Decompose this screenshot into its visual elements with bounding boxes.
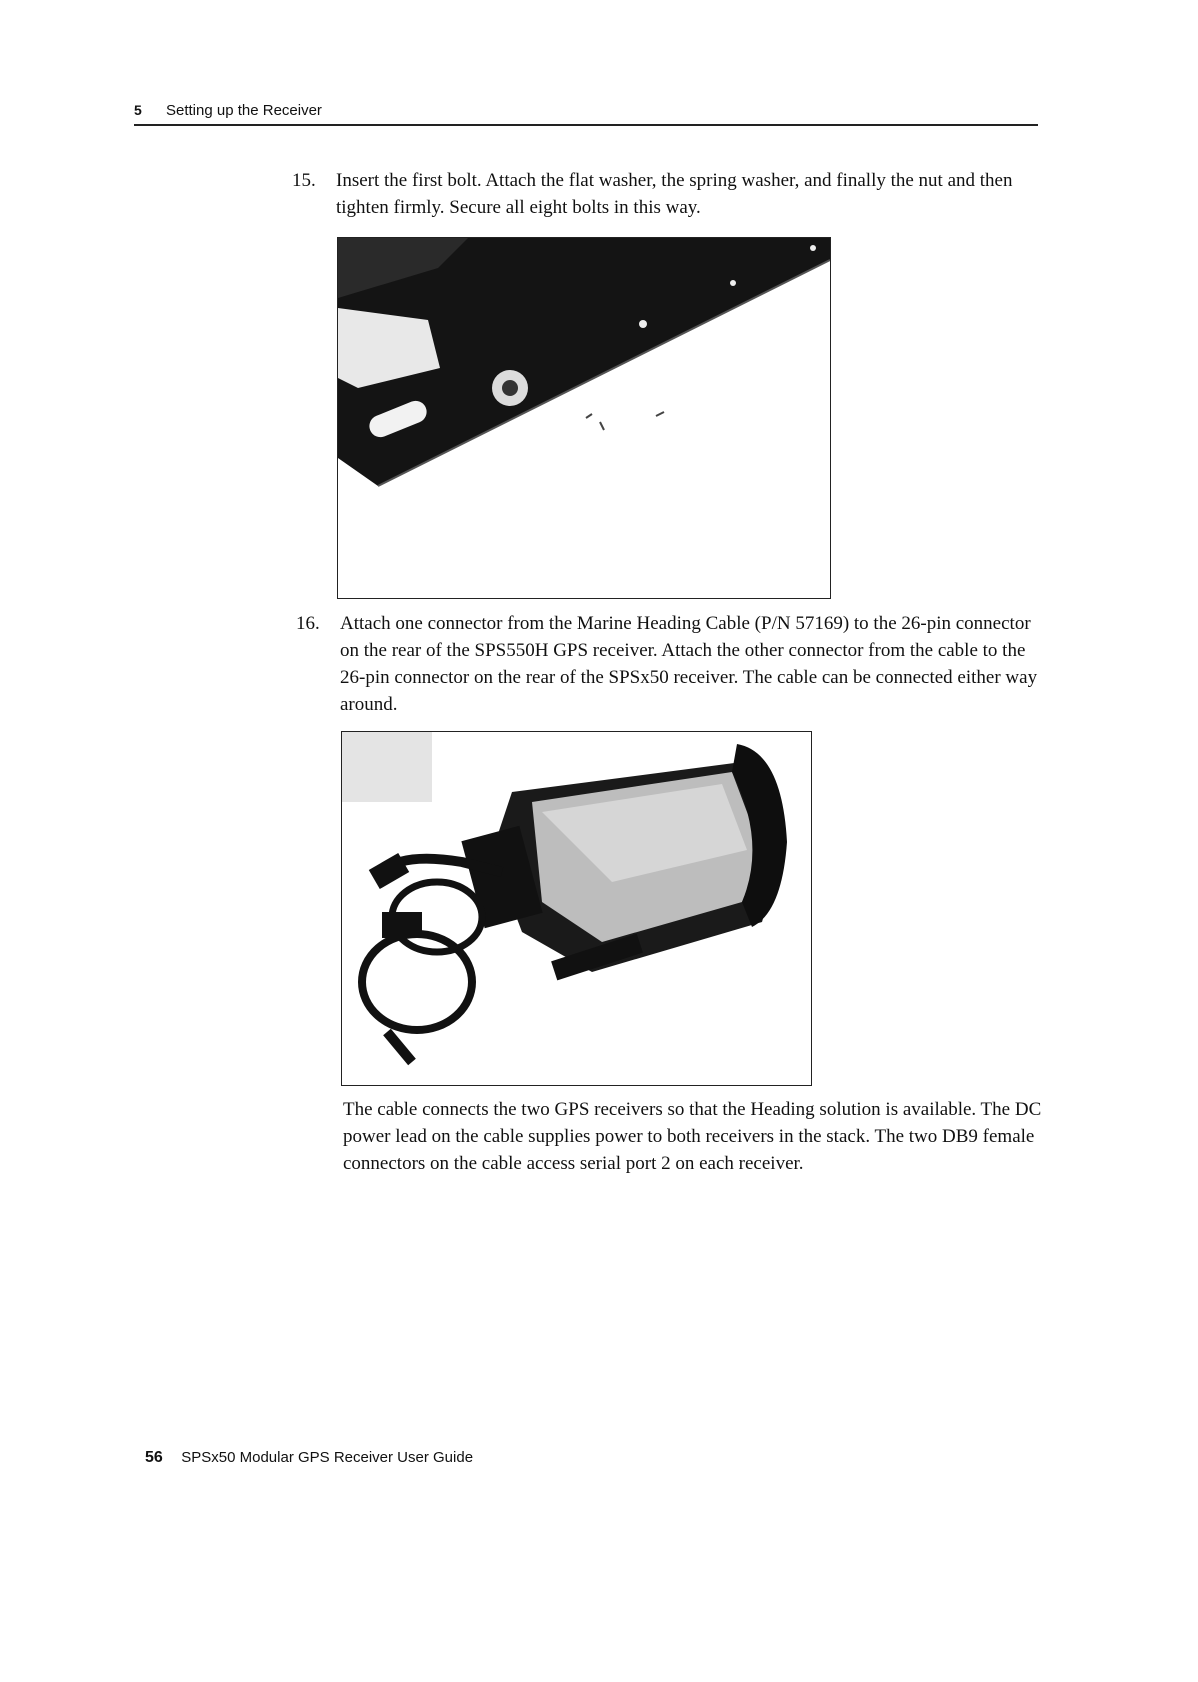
step-number: 15.: [292, 170, 316, 191]
receiver-cable-photo: [341, 731, 812, 1086]
running-footer: [145, 1449, 473, 1467]
document-title: SPSx50 Modular GPS Receiver User Guide: [181, 1449, 474, 1466]
step-text: Insert the first bolt. Attach the flat washer, the spring washer, and finally the nut and then tighten firmly. Secure all eight bolts in this way.: [336, 170, 1013, 218]
page-number: 56: [145, 1449, 163, 1466]
bracket-bolt-photo: [337, 237, 831, 599]
cable-description: The cable connects the two GPS receivers so that the Heading solution is available. The DC power lead on the cable supplies power to both receivers in the stack. The two DB9 female connectors on the cable access serial port 2 on each receiver.: [343, 1099, 1042, 1174]
step-text: Attach one connector from the Marine Heading Cable (P/N 57169) to the 26-pin connector on the rear of the SPS550H GPS receiver. Attach the other connector from the cable to the 26-pin connector on the rear of the SPSx50 receiver. The cable can be connected either way around.: [340, 613, 1038, 715]
step-number: 16.: [296, 613, 320, 634]
chapter-number: 5: [134, 102, 142, 118]
running-header: [134, 102, 1038, 126]
chapter-title: Setting up the Receiver: [166, 102, 322, 119]
